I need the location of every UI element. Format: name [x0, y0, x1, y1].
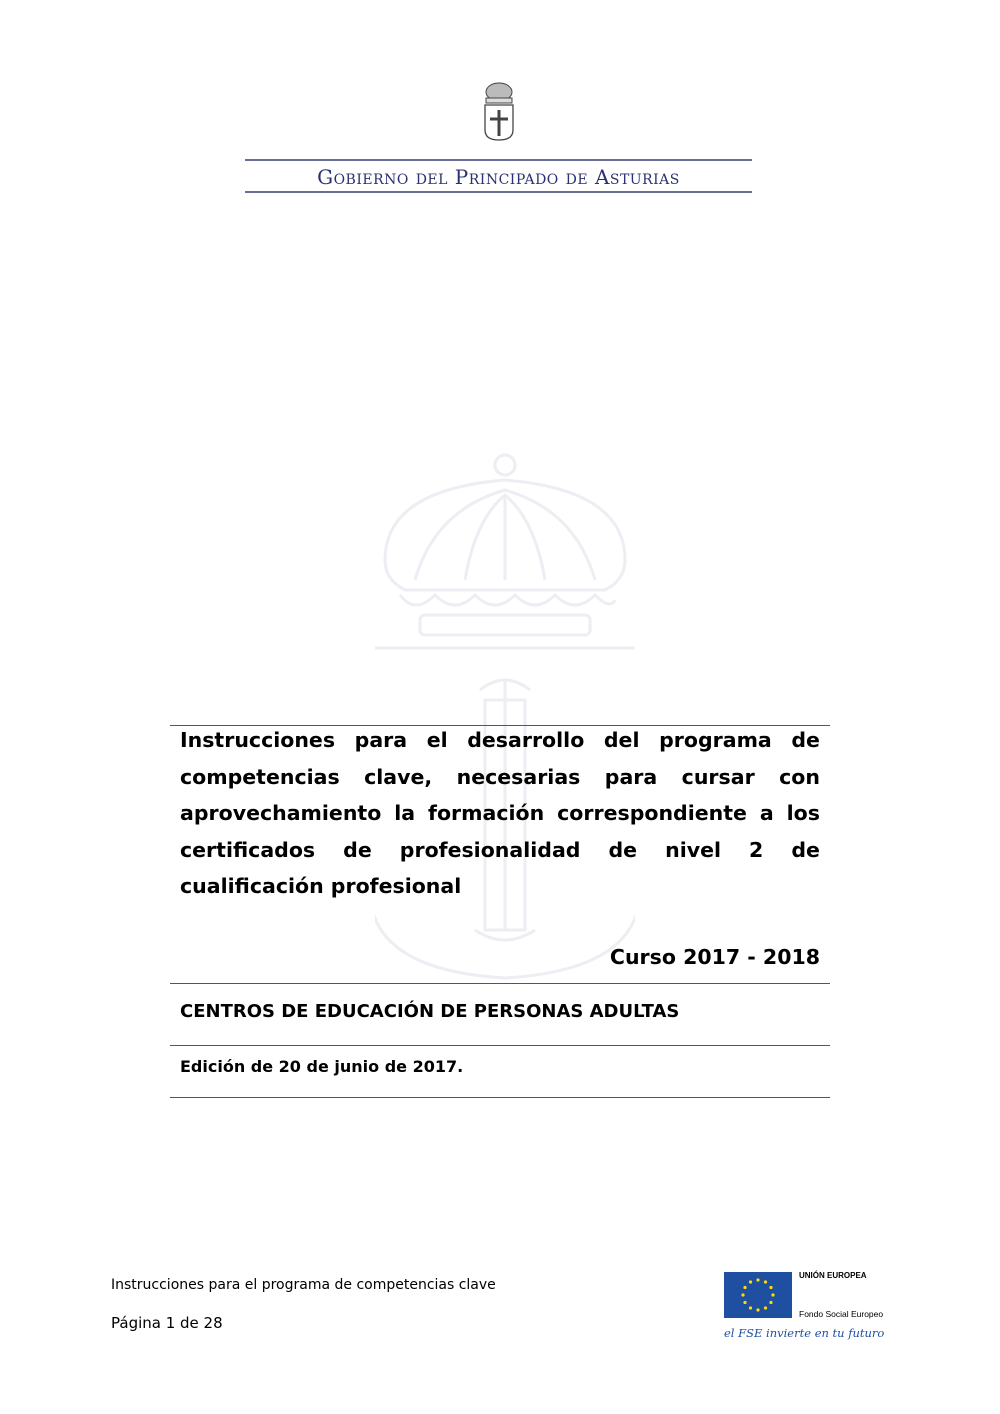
title-word: de: [343, 837, 372, 862]
title-word: clave,: [364, 764, 433, 789]
eu-star-icon: [756, 1308, 759, 1311]
title-word: profesionalidad: [399, 837, 581, 862]
title-word: de: [608, 837, 638, 862]
title-word: necesarias: [456, 764, 581, 789]
title-word: para: [354, 728, 408, 752]
eu-star-icon: [743, 1301, 746, 1304]
title-line: [180, 725, 820, 762]
title-word: del: [603, 728, 640, 752]
header-rule-bottom: [245, 191, 752, 193]
eu-star-icon: [769, 1301, 772, 1304]
edition-date: Edición de 20 de junio de 2017.: [180, 1057, 464, 1076]
title-word: 2: [749, 837, 764, 862]
asturias-crest-logo: [480, 80, 518, 142]
title-word: con: [779, 764, 820, 789]
eu-star-icon: [764, 1306, 767, 1309]
eu-star-icon: [741, 1293, 744, 1296]
title-word: Instrucciones: [180, 728, 336, 752]
fse-slogan: el FSE invierte en tu futuro: [724, 1326, 885, 1340]
title-line: [180, 762, 820, 799]
eu-star-icon: [769, 1286, 772, 1289]
title-line: [180, 835, 820, 872]
title-word: certificados: [180, 837, 316, 862]
title-word: los: [786, 801, 820, 826]
header-rule-top: [245, 159, 752, 161]
audience-heading: CENTROS DE EDUCACIÓN DE PERSONAS ADULTAS: [180, 1001, 680, 1022]
title-word: programa: [659, 728, 772, 752]
title-word: cursar: [681, 764, 755, 789]
title-word: nivel: [665, 837, 722, 862]
title-word: la: [394, 801, 416, 826]
eu-label: UNIÓN EUROPEA: [799, 1271, 867, 1280]
title-word: correspondiente: [557, 801, 747, 826]
course-year: Curso 2017 - 2018: [609, 945, 820, 969]
title-word: competencias: [180, 764, 340, 789]
rule: [170, 983, 830, 984]
eu-star-icon: [756, 1278, 759, 1281]
eu-flag-icon: [724, 1272, 792, 1318]
title-word: de: [791, 837, 820, 862]
title-line: [180, 871, 820, 908]
eu-star-icon: [749, 1306, 752, 1309]
rule: [170, 1045, 830, 1046]
title-word: desarrollo: [467, 728, 585, 752]
title-word: aprovechamiento: [180, 801, 382, 826]
rule: [170, 1097, 830, 1098]
title-word: formación: [428, 801, 545, 826]
title-word: para: [604, 764, 658, 789]
document-title: [180, 725, 820, 908]
title-word: a: [759, 801, 774, 826]
fse-label: Fondo Social Europeo: [799, 1309, 884, 1319]
title-line: [180, 798, 820, 835]
eu-star-icon: [764, 1280, 767, 1283]
eu-star-icon: [749, 1280, 752, 1283]
eu-star-icon: [743, 1286, 746, 1289]
title-word: cualificación profesional: [180, 874, 462, 899]
footer-page-number: Página 1 de 28: [111, 1314, 223, 1332]
institution-name: Gobierno del Principado de Asturias: [317, 165, 680, 189]
title-word: de: [791, 728, 820, 752]
eu-fse-logo: [724, 1270, 884, 1345]
footer-doc-title: Instrucciones para el programa de competencias clave: [111, 1277, 496, 1293]
title-word: el: [426, 728, 448, 752]
eu-star-icon: [771, 1293, 774, 1296]
